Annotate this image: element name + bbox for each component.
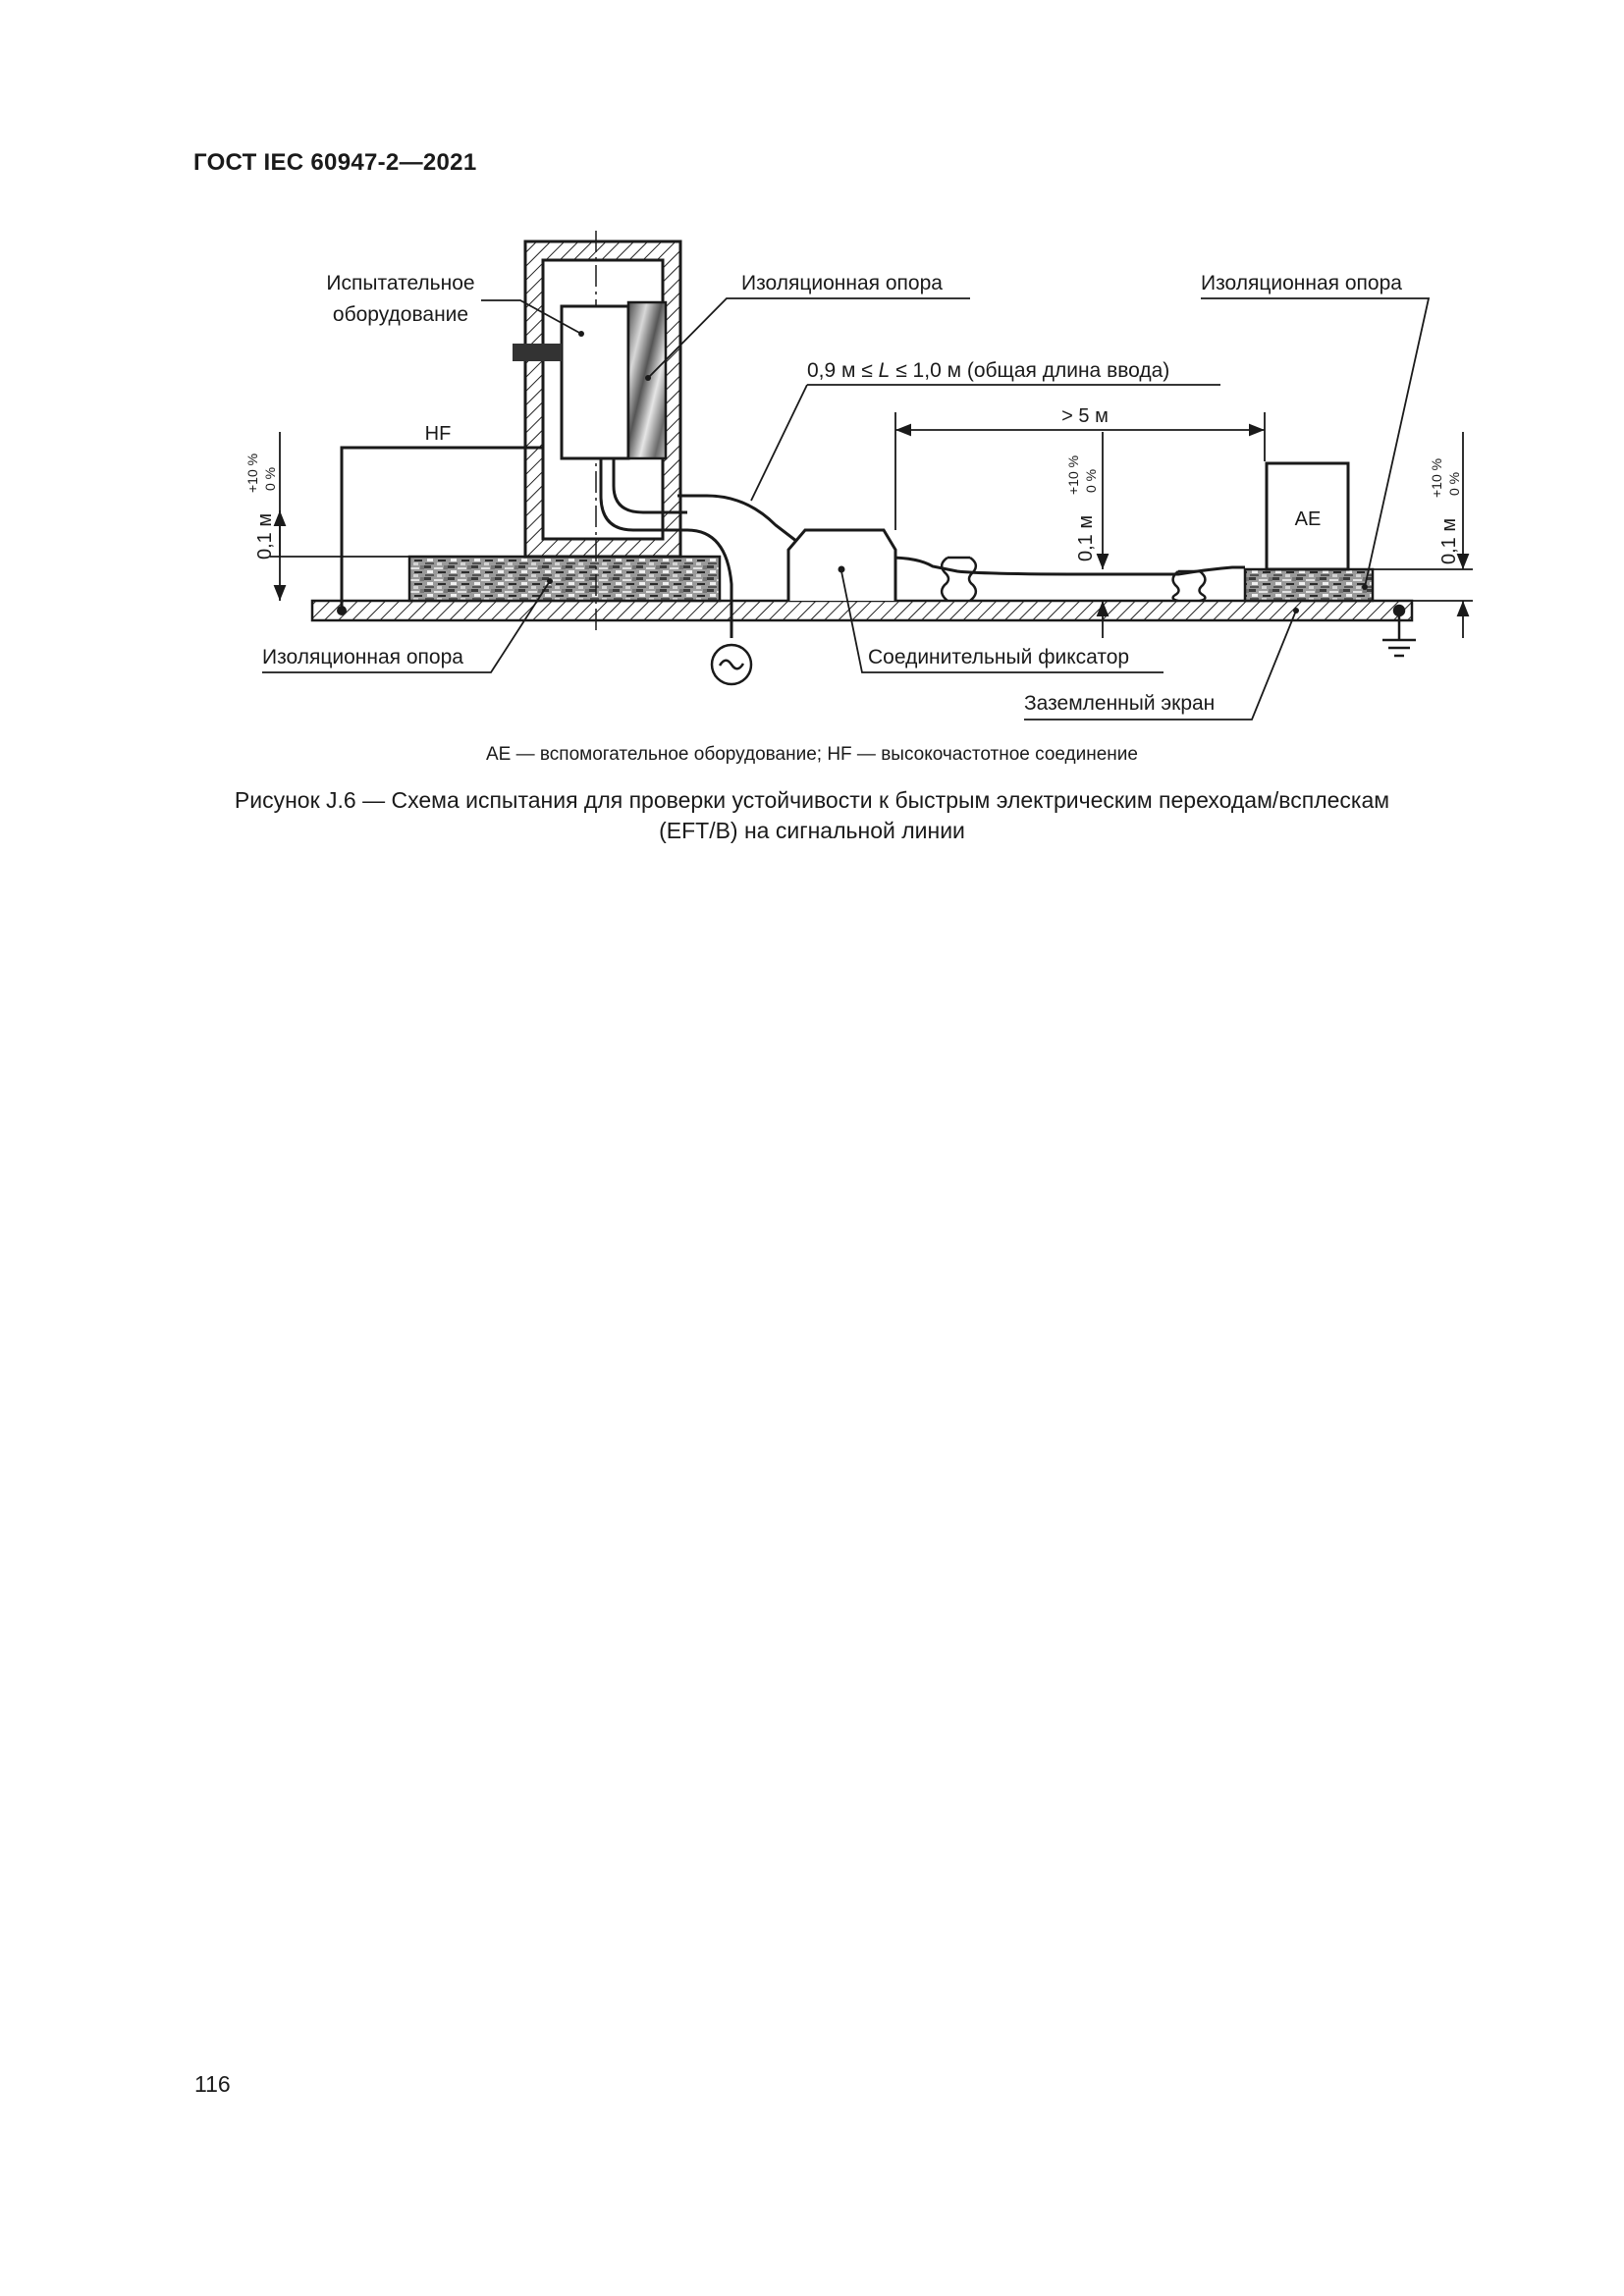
insulating-support-label-left: Изоляционная опора [262, 646, 463, 668]
page-number: 116 [194, 2071, 231, 2097]
height-middle-tol-plus: +10 % [1065, 454, 1081, 495]
caption-line-1: Рисунок J.6 — Схема испытания для проверки устойчивости к быстрым электрическим переходам/всплескам [234, 787, 1390, 813]
insulating-support-left [409, 557, 720, 601]
height-right-tol-zero: 0 % [1446, 471, 1462, 496]
ground-plane [312, 601, 1412, 620]
height-dimension-left [270, 432, 409, 601]
hf-label: HF [424, 423, 452, 445]
distance-label: > 5 м [1061, 405, 1109, 427]
connector-block [513, 344, 562, 361]
figure-legend: AE — вспомогательное оборудование; HF — высокочастотное соединение [486, 744, 1138, 765]
coupling-clamp [788, 530, 895, 601]
test-setup-diagram [0, 0, 1624, 726]
height-right-tol-plus: +10 % [1429, 457, 1444, 498]
cable-support-icon [942, 558, 976, 601]
document-header: ГОСТ IEC 60947-2—2021 [193, 149, 477, 176]
ae-label: AE [1294, 508, 1322, 530]
height-right-value: 0,1 м [1438, 517, 1460, 564]
test-equipment-label-1: Испытательное [326, 272, 475, 294]
insulating-support-label-center: Изоляционная опора [741, 272, 943, 294]
height-middle-tol-zero: 0 % [1083, 468, 1099, 493]
height-middle-value: 0,1 м [1075, 514, 1097, 561]
height-left-value: 0,1 м [254, 512, 276, 560]
test-equipment-label-2: оборудование [332, 303, 469, 326]
ac-source-icon [712, 645, 751, 684]
height-left-tol-plus: +10 % [244, 453, 260, 493]
height-left-tol-zero: 0 % [262, 466, 278, 491]
coupling-clamp-label: Соединительный фиксатор [868, 646, 1130, 668]
figure-caption [147, 785, 1477, 846]
ground-plane-label: Заземленный экран [1024, 692, 1216, 715]
input-cable [677, 496, 1245, 574]
caption-line-2: (EFT/B) на сигнальной линии [659, 818, 965, 843]
cable-length-label: 0,9 м ≤ L ≤ 1,0 м (общая длина ввода) [807, 359, 1170, 382]
insulating-support-right [1245, 569, 1373, 601]
insulating-support-label-right: Изоляционная опора [1201, 272, 1402, 294]
